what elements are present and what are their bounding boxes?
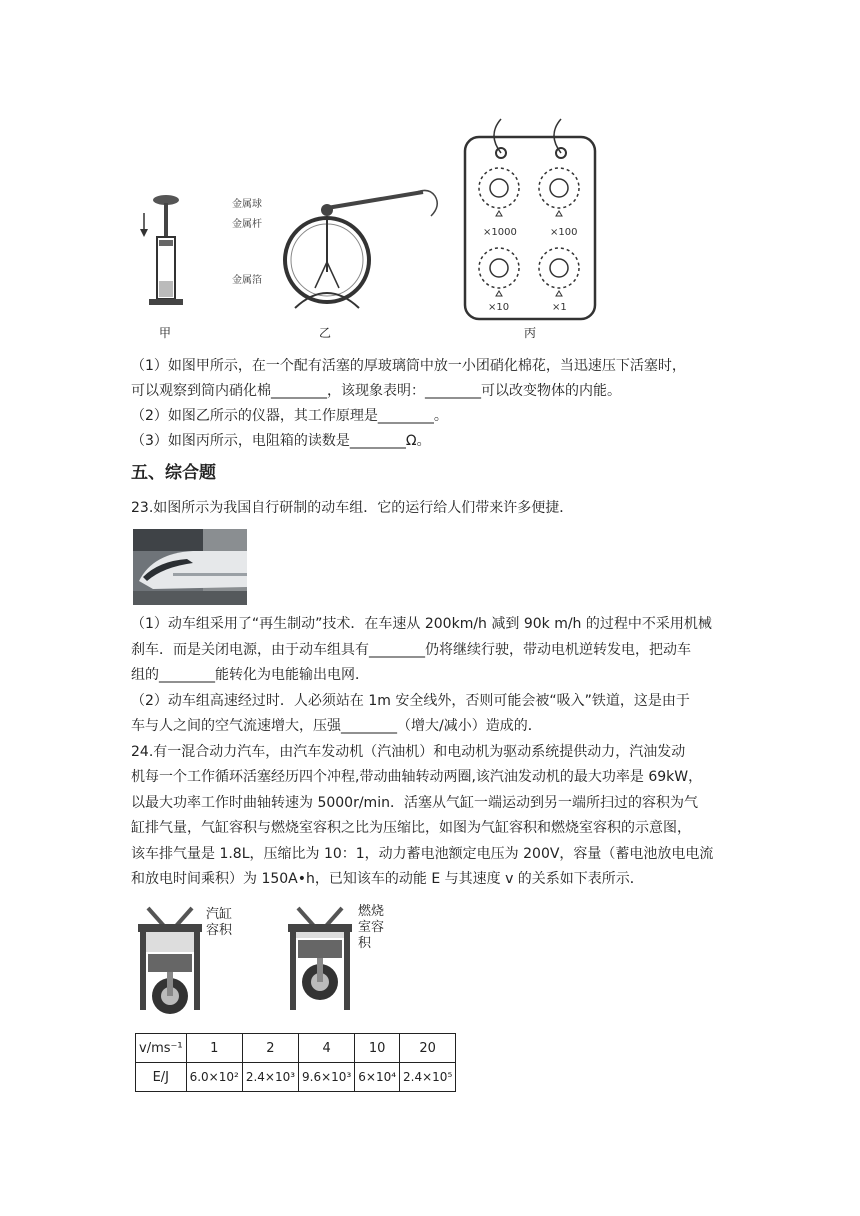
table-cell: 2 (242, 1034, 298, 1063)
section-heading: 五、综合题 (131, 463, 216, 483)
table-cell: 6.0×10² (186, 1063, 242, 1092)
table-row (136, 1034, 456, 1063)
q22-line-3: （2）如图乙所示的仪器，其工作原理是________。 (131, 408, 448, 424)
figure-bing-label: 丙 (524, 326, 537, 340)
label-metal-foil: 金属箔 (232, 275, 262, 286)
figure-bing-resistance-box (463, 115, 599, 321)
q24-line-1: 24.有一混合动力汽车，由汽车发动机（汽油机）和电动机为驱动系统提供动力，汽油发动 (131, 744, 686, 760)
dial-x1-label: ×1 (552, 302, 567, 313)
table-header-cell: E/J (136, 1063, 187, 1092)
dial-x10-label: ×10 (488, 302, 510, 313)
q22-line-1: （1）如图甲所示，在一个配有活塞的厚玻璃筒中放一小团硝化棉花，当迅速压下活塞时， (131, 358, 686, 374)
q23-p2-line-1: （2）动车组高速经过时．人必须站在 1m 安全线外，否则可能会被“吸入”铁道，这是由于 (131, 693, 690, 709)
table-cell: 2.4×10³ (242, 1063, 298, 1092)
q24-line-6: 和放电时间乘积）为 150A•h，已知该车的动能 E 与其速度 v 的关系如下表所示． (131, 871, 644, 887)
q23-p1-line-1: （1）动车组采用了“再生制动”技术．在车速从 200km/h 减到 90k m/h 的过程中不采用机械 (131, 616, 712, 632)
q24-line-3: 以最大功率工作时曲轴转速为 5000r/min．活塞从气缸一端运动到另一端所扫过的容积为气 (131, 795, 698, 811)
q22-line-2: 可以观察到筒内硝化棉________，该现象表明：________可以改变物体的内能。 (131, 383, 621, 399)
engine-cylinder-volume-diagram (130, 900, 210, 1030)
table-cell: 2.4×10⁵ (400, 1063, 456, 1092)
table-cell: 4 (299, 1034, 355, 1063)
q24-line-2: 机每一个工作循环活塞经历四个冲程,带动曲轴转动两圈,该汽油发动机的最大功率是 69kW， (131, 769, 703, 785)
dial-x1000-label: ×1000 (483, 227, 517, 238)
q22-line-4: （3）如图丙所示，电阻箱的读数是________Ω。 (131, 433, 431, 449)
table-row (136, 1063, 456, 1092)
table-header-cell: v/ms⁻¹ (136, 1034, 187, 1063)
velocity-energy-table (135, 1033, 456, 1092)
q24-line-4: 缸排气量，气缸容积与燃烧室容积之比为压缩比，如图为气缸容积和燃烧室容积的示意图， (131, 820, 691, 836)
table-cell: 1 (186, 1034, 242, 1063)
engine-combustion-chamber-diagram (280, 900, 360, 1030)
figure-yi-label: 乙 (319, 326, 332, 340)
figure-jia-piston-cylinder (135, 185, 195, 313)
label-metal-rod: 金属杆 (232, 219, 262, 230)
q23-p1-line-3: 组的________能转化为电能输出电网． (131, 667, 369, 683)
figure-jia-label: 甲 (159, 326, 172, 340)
engine-cylinder-volume-label: 汽缸容积 (206, 907, 233, 938)
figure-yi-electroscope (283, 180, 453, 320)
label-metal-ball: 金属球 (232, 199, 262, 210)
dial-x100-label: ×100 (550, 227, 578, 238)
q24-line-5: 该车排气量是 1.8L，压缩比为 10：1，动力蓄电池额定电压为 200V，容量（蓄电池放电电流 (131, 846, 714, 862)
table-cell: 10 (355, 1034, 400, 1063)
q23-p1-line-2: 刹车．而是关闭电源，由于动车组具有________仍将继续行驶，带动电机逆转发电，把动车 (131, 642, 691, 658)
q23-p2-line-2: 车与人之间的空气流速增大，压强________（增大/减小）造成的． (131, 718, 542, 734)
engine-combustion-chamber-label: 燃烧室容积 (358, 904, 385, 951)
table-cell: 9.6×10³ (299, 1063, 355, 1092)
table-cell: 6×10⁴ (355, 1063, 400, 1092)
table-cell: 20 (400, 1034, 456, 1063)
train-photo (133, 529, 247, 605)
q23-intro: 23.如图所示为我国自行研制的动车组．它的运行给人们带来许多便捷． (131, 500, 574, 516)
